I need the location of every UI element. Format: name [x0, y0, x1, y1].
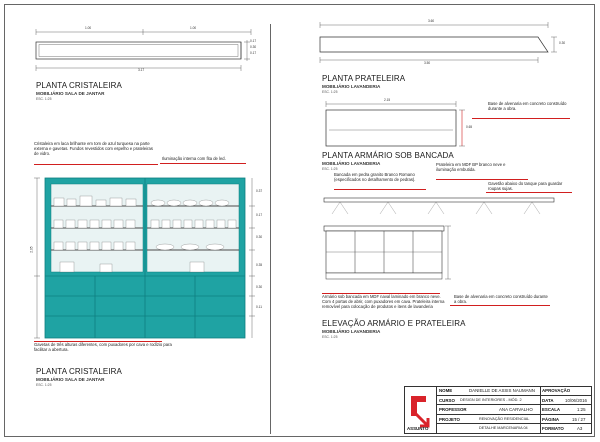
tb-value-projeto: RENOVAÇÃO RESIDENCIAL	[479, 416, 530, 421]
tb-row-1	[437, 396, 592, 406]
leader-iluminacao	[160, 163, 246, 164]
cristaleira-title-top: PLANTA CRISTALEIRA	[36, 81, 122, 90]
note-prateleira-mdf: Prateleira em MDF BP branco neve e iluminação embutida.	[436, 162, 506, 172]
tb-value-curso: DESIGN DE INTERIORES - MÓD. 2	[460, 397, 522, 402]
top-dim-2: 1.00	[190, 26, 197, 30]
top-dim-6: 3.17	[138, 68, 145, 72]
elevation-scale: ESC. 1:25	[322, 335, 338, 339]
tb-label-projeto: PROJETO	[439, 416, 460, 422]
cristaleira-top-view	[26, 26, 266, 78]
prat-dim-3: 3.50	[424, 61, 431, 65]
elev-dim-1: 2.05	[29, 246, 34, 253]
armario-plan	[318, 98, 468, 150]
elevation-subtitle: MOBILIÁRIO LAVANDERIA	[322, 329, 381, 334]
sheet-divider	[270, 24, 271, 434]
armario-elevation	[316, 196, 564, 300]
prat-dim-1: 3.60	[428, 19, 435, 23]
leader-base-top	[472, 118, 570, 119]
tb-value-data: 10/06/2016	[565, 397, 587, 403]
cristaleira-elev-dims	[28, 176, 42, 340]
leader-gavetas	[34, 341, 162, 342]
prat-dim-2: 0.30	[559, 41, 566, 45]
tb-label-curso: CURSO	[439, 397, 455, 403]
tb-label-aprovacao: APROVAÇÃO	[542, 388, 571, 393]
top-dim-4: 0.17	[250, 39, 257, 43]
prateleira-scale: ESC. 1:25	[322, 90, 338, 94]
tb-value-formato: A3	[577, 426, 583, 432]
cristaleira-subtitle-top: MOBILIÁRIO SALA DE JANTAR	[36, 91, 105, 96]
leader-bancada	[334, 189, 426, 190]
tb-label-nome: NOME	[439, 388, 453, 393]
note-gaveta-tanque: Gavetão abaixo do tanque para guardar roupas sujas.	[488, 181, 563, 191]
prateleira-top-view	[312, 20, 572, 70]
tb-value-nome: DANIELLE DE ASSIS NAUMANN	[469, 388, 535, 393]
tb-label-formato: FORMATO	[542, 426, 564, 432]
note-bancada: Bancada em pedra granito Branco Romano (especificados no detalhamento de pedras).	[334, 172, 416, 182]
cristaleira-scale-bottom: ESC. 1:25	[36, 383, 52, 387]
armario-dim-1: 2.15	[384, 98, 391, 102]
leader-base-bottom	[450, 305, 550, 306]
elev-dim-5: 0.35	[256, 263, 263, 267]
note-base-bottom: Base de alvenaria em concreto construído durante a obra.	[454, 294, 548, 304]
tb-value-assunto: DETALHE MARCENARIA 04	[479, 426, 528, 431]
elev-dim-3: 0.17	[256, 213, 263, 217]
cristaleira-elev-dims-right	[246, 176, 266, 340]
cristaleira-title-bottom: PLANTA CRISTALEIRA	[36, 367, 122, 376]
armario-dim-2: 0.65	[466, 125, 473, 129]
cristaleira-elevation	[40, 176, 250, 340]
note-iluminacao: Iluminação interna com fita de led.	[162, 156, 226, 161]
tb-value-pagina: 15 / 27	[572, 416, 586, 422]
tb-label-escala: ESCALA	[542, 407, 561, 413]
tb-row-0	[437, 386, 592, 396]
cristaleira-subtitle-bottom: MOBILIÁRIO SALA DE JANTAR	[36, 377, 105, 382]
prateleira-title: PLANTA PRATELEIRA	[322, 74, 406, 83]
armario-scale: ESC. 1:25	[322, 167, 338, 171]
cristaleira-scale-top: ESC. 1:25	[36, 97, 52, 101]
note-gavetas: Gavetas de três alturas diferentes, com puxadores por cava e rodízio para facilitar a abertura.	[34, 342, 172, 352]
tb-row-3	[437, 415, 592, 425]
armario-title: PLANTA ARMÁRIO SOB BANCADA	[322, 151, 454, 160]
tb-label-professor: PROFESSOR	[439, 407, 467, 413]
tb-row-2	[437, 405, 592, 415]
elev-dim-6: 0.30	[256, 285, 263, 289]
leader-armario-mdf	[322, 293, 440, 294]
elev-dim-4: 0.30	[256, 235, 263, 239]
tb-vertical-divider	[540, 386, 541, 434]
tb-label-pagina: PÁGINA	[542, 416, 560, 422]
tb-value-escala: 1:25	[577, 407, 586, 413]
top-dim-3: 0.30	[250, 45, 257, 49]
tb-label-assunto: ASSUNTO	[407, 426, 429, 432]
note-armario-mdf: Armário sob bancada em MDF naval laminado em branco neve. Com 4 portas de abrir, com puxadores em cava. Prateleira interna removível para colocação de produtos e itens de lavanderia	[322, 294, 445, 309]
tb-row-4	[407, 424, 592, 434]
note-cristaleira: Cristaleira em laca brilhante em tom de azul turquesa na parte externa e gavetas. Fundos revestidos com espelho e prateleiras de vidro.	[34, 141, 153, 156]
prateleira-subtitle: MOBILIÁRIO LAVANDERIA	[322, 84, 381, 89]
logo-icon	[406, 388, 434, 432]
top-dim-1: 1.00	[85, 26, 92, 30]
elevation-title: ELEVAÇÃO ARMÁRIO E PRATELEIRA	[322, 319, 466, 328]
top-dim-5: 0.17	[250, 51, 257, 55]
tb-value-professor: ANA CARVALHO	[499, 407, 533, 413]
armario-subtitle: MOBILIÁRIO LAVANDERIA	[322, 161, 381, 166]
leader-gaveta-tanque	[486, 192, 572, 193]
tb-label-data: DATA	[542, 397, 554, 403]
elev-dim-2: 0.37	[256, 189, 263, 193]
leader-prateleira-mdf	[436, 179, 528, 180]
leader-cristaleira	[34, 164, 158, 165]
elev-dim-7: 0.11	[256, 305, 262, 309]
note-base-top: Base de alvenaria em concreto construído durante a obra.	[488, 101, 567, 111]
